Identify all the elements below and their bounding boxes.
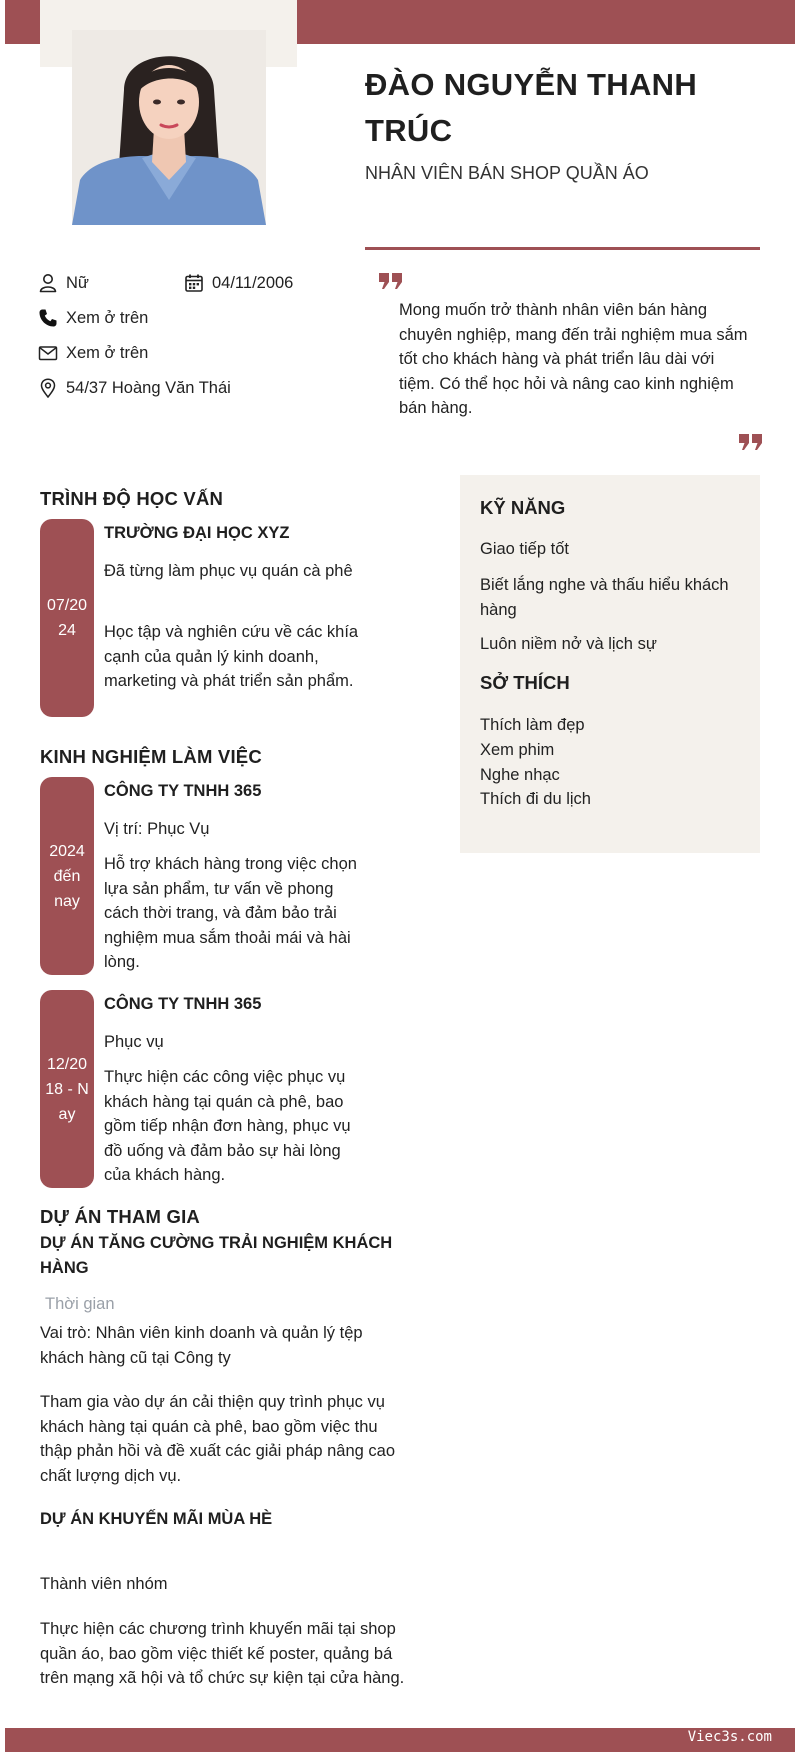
location-pin-icon (38, 378, 58, 398)
project-role: Vai trò: Nhân viên kinh doanh và quản lý tệp khách hàng cũ tại Công ty (40, 1324, 363, 1367)
experience-date-badge (40, 777, 94, 975)
experience-company: CÔNG TY TNHH 365 (104, 995, 262, 1013)
education-date: 07/2024 (46, 597, 88, 639)
career-objective: Mong muốn trở thành nhân viên bán hàng chuyên nghiệp, mang đến trải nghiệm mua sắm tốt cho khách hàng và phát triển lâu dài với tiệm. Có thể học hỏi và nâng cao kinh nghiệm bán hàng. (399, 301, 748, 418)
job-title: NHÂN VIÊN BÁN SHOP QUẦN ÁO (365, 163, 649, 183)
experience-position: Phục vụ (104, 1033, 164, 1051)
person-icon (38, 273, 58, 293)
address-text: 54/37 Hoàng Văn Thái (66, 379, 231, 397)
project-description: Tham gia vào dự án cải thiện quy trình phục vụ khách hàng tại quán cà phê, bao gồm việc thu thập phản hồi và đề xuất các giải pháp nâng cao chất lượng dịch vụ. (40, 1393, 396, 1485)
education-date-badge (40, 519, 94, 717)
education-note: Đã từng làm phục vụ quán cà phê (104, 562, 353, 580)
phone-text: Xem ở trên (66, 309, 149, 327)
bottom-accent-bar (5, 1728, 795, 1752)
watermark: Viec3s.com (687, 1729, 772, 1745)
experience-title: KINH NGHIỆM LÀM VIỆC (40, 746, 262, 767)
experience-position: Vị trí: Phục Vụ (104, 820, 210, 838)
profile-photo (72, 30, 266, 225)
project-time-label: Thời gian (45, 1295, 115, 1313)
experience-date-badge (40, 990, 94, 1188)
skills-title: KỸ NĂNG (480, 497, 566, 518)
quote-open-icon (378, 272, 404, 290)
hobby-item: Thích đi du lịch (480, 790, 591, 808)
hobby-item: Nghe nhạc (480, 766, 560, 784)
experience-description: Hỗ trợ khách hàng trong việc chọn lựa sản phẩm, tư vấn về phong cách thời trang, và đảm bảo trải nghiệm mua sắm thoải mái và hài lòng. (104, 855, 357, 972)
project-description: Thực hiện các chương trình khuyến mãi tại shop quần áo, bao gồm việc thiết kế poster, quảng bá trên mạng xã hội và tổ chức sự kiện tại cửa hàng. (40, 1620, 405, 1688)
project-name: DỰ ÁN KHUYẾN MÃI MÙA HÈ (40, 1510, 273, 1528)
calendar-icon (184, 273, 204, 293)
education-description: Học tập và nghiên cứu về các khía cạnh của quản lý kinh doanh, marketing và phát triển sản phẩm. (104, 623, 359, 691)
hobby-item: Xem phim (480, 741, 555, 759)
projects-title: DỰ ÁN THAM GIA (40, 1206, 200, 1227)
title-divider (365, 247, 760, 250)
skill-item: Luôn niềm nở và lịch sự (480, 635, 657, 653)
birthday-text: 04/11/2006 (212, 274, 294, 292)
experience-date: 12/2018 - Nay (45, 1055, 89, 1123)
project-name: DỰ ÁN TĂNG CƯỜNG TRẢI NGHIỆM KHÁCH HÀNG (40, 1234, 393, 1277)
mail-icon (38, 343, 58, 363)
education-title: TRÌNH ĐỘ HỌC VẤN (40, 488, 224, 509)
experience-company: CÔNG TY TNHH 365 (104, 782, 262, 800)
skill-item: Giao tiếp tốt (480, 540, 569, 558)
hobby-item: Thích làm đẹp (480, 716, 585, 734)
email-text: Xem ở trên (66, 344, 149, 362)
phone-icon (38, 308, 58, 328)
candidate-name: ĐÀO NGUYỄN THANH TRÚC (365, 67, 698, 148)
experience-description: Thực hiện các công việc phục vụ khách hàng tại quán cà phê, bao gồm tiếp nhận đơn hàng, phục vụ đồ uống và đảm bảo sự hài lòng của khách hàng. (104, 1068, 351, 1185)
project-role: Thành viên nhóm (40, 1575, 168, 1593)
skill-item: Biết lắng nghe và thấu hiểu khách hàng (480, 576, 729, 619)
gender-text: Nữ (66, 274, 89, 292)
education-school: TRƯỜNG ĐẠI HỌC XYZ (104, 524, 290, 542)
hobbies-title: SỞ THÍCH (480, 672, 570, 693)
quote-close-icon (738, 433, 764, 451)
experience-date: 2024 đến nay (49, 842, 85, 910)
